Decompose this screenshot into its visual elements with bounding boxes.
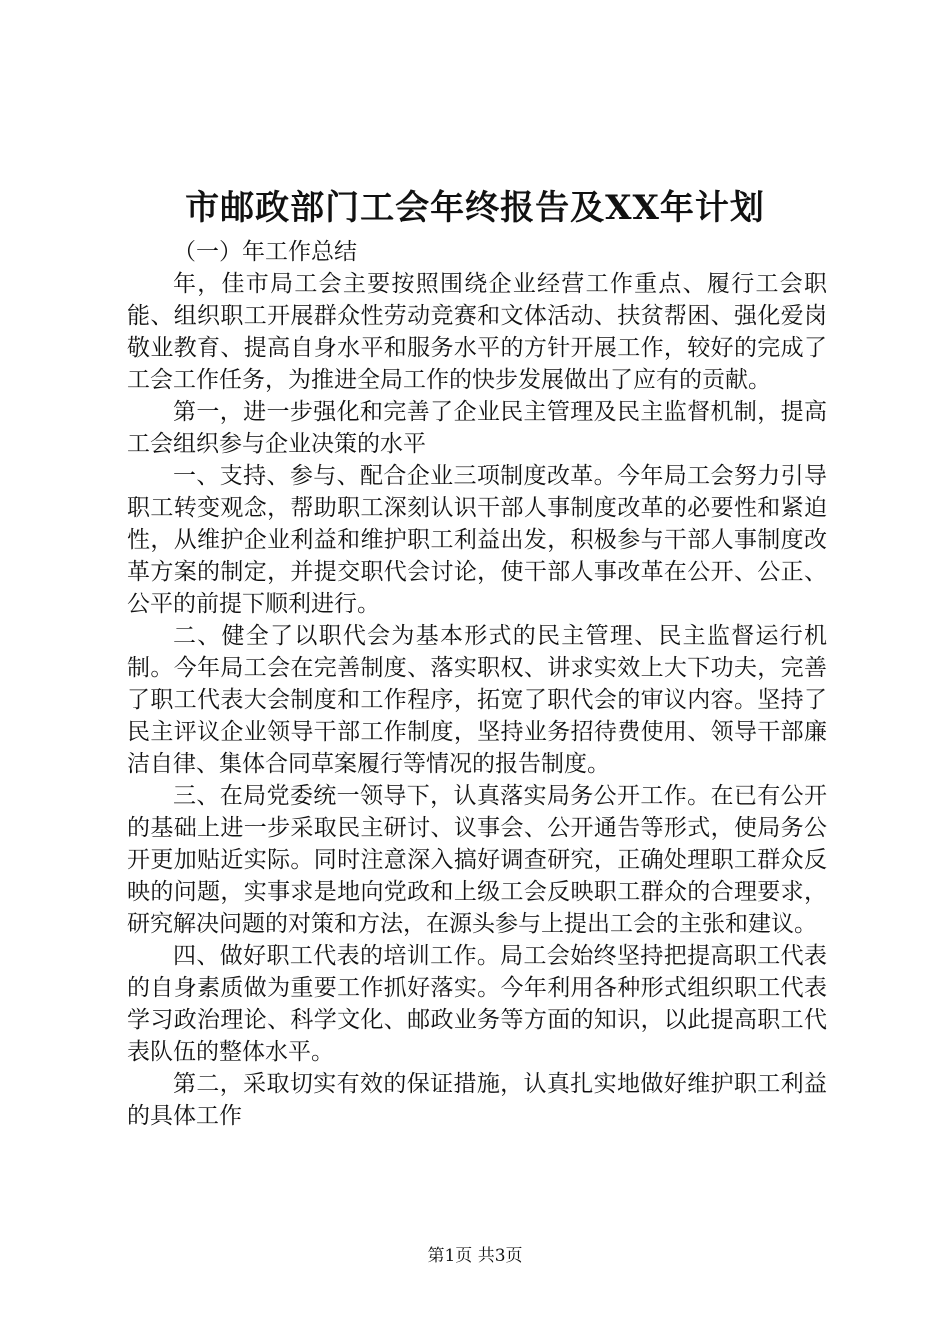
document-title: 市邮政部门工会年终报告及XX年计划: [185, 188, 765, 228]
paragraph-section-two: 第二，采取切实有效的保证措施，认真扎实地做好维护职工利益的具体工作: [127, 1071, 827, 1129]
page-number-footer: 第1页 共3页: [427, 1246, 523, 1266]
paragraph-summary-heading: （一）年工作总结: [173, 239, 357, 265]
paragraph-item-two: 二、健全了以职代会为基本形式的民主管理、民主监督运行机制。今年局工会在完善制度、落实职权、讲求实效上大下功夫，完善了职工代表大会制度和工作程序，拓宽了职代会的审议内容。坚持了民主评议企业领导干部工作制度，坚持业务招待费使用、领导干部廉洁自律、集体合同草案履行等情况的报告制度。: [127, 623, 827, 777]
paragraph-intro: 年，佳市局工会主要按照围绕企业经营工作重点、履行工会职能、组织职工开展群众性劳动竞赛和文体活动、扶贫帮困、强化爱岗敬业教育、提高自身水平和服务水平的方针开展工作，较好的完成了工会工作任务，为推进全局工作的快步发展做出了应有的贡献。: [127, 271, 827, 393]
paragraph-item-one: 一、支持、参与、配合企业三项制度改革。今年局工会努力引导职工转变观念，帮助职工深刻认识干部人事制度改革的必要性和紧迫性，从维护企业利益和维护职工利益出发，积极参与干部人事制度改革方案的制定，并提交职代会讨论，使干部人事改革在公开、公正、公平的前提下顺利进行。: [127, 463, 827, 617]
document-body: [127, 236, 827, 1132]
paragraph-section-one: 第一，进一步强化和完善了企业民主管理及民主监督机制，提高工会组织参与企业决策的水平: [127, 399, 827, 457]
paragraph-item-three: 三、在局党委统一领导下，认真落实局务公开工作。在已有公开的基础上进一步采取民主研讨、议事会、公开通告等形式，使局务公开更加贴近实际。同时注意深入搞好调查研究，正确处理职工群众反映的问题，实事求是地向党政和上级工会反映职工群众的合理要求，研究解决问题的对策和方法，在源头参与上提出工会的主张和建议。: [127, 783, 827, 937]
paragraph-item-four: 四、做好职工代表的培训工作。局工会始终坚持把提高职工代表的自身素质做为重要工作抓好落实。今年利用各种形式组织职工代表学习政治理论、科学文化、邮政业务等方面的知识，以此提高职工代表队伍的整体水平。: [127, 943, 827, 1065]
